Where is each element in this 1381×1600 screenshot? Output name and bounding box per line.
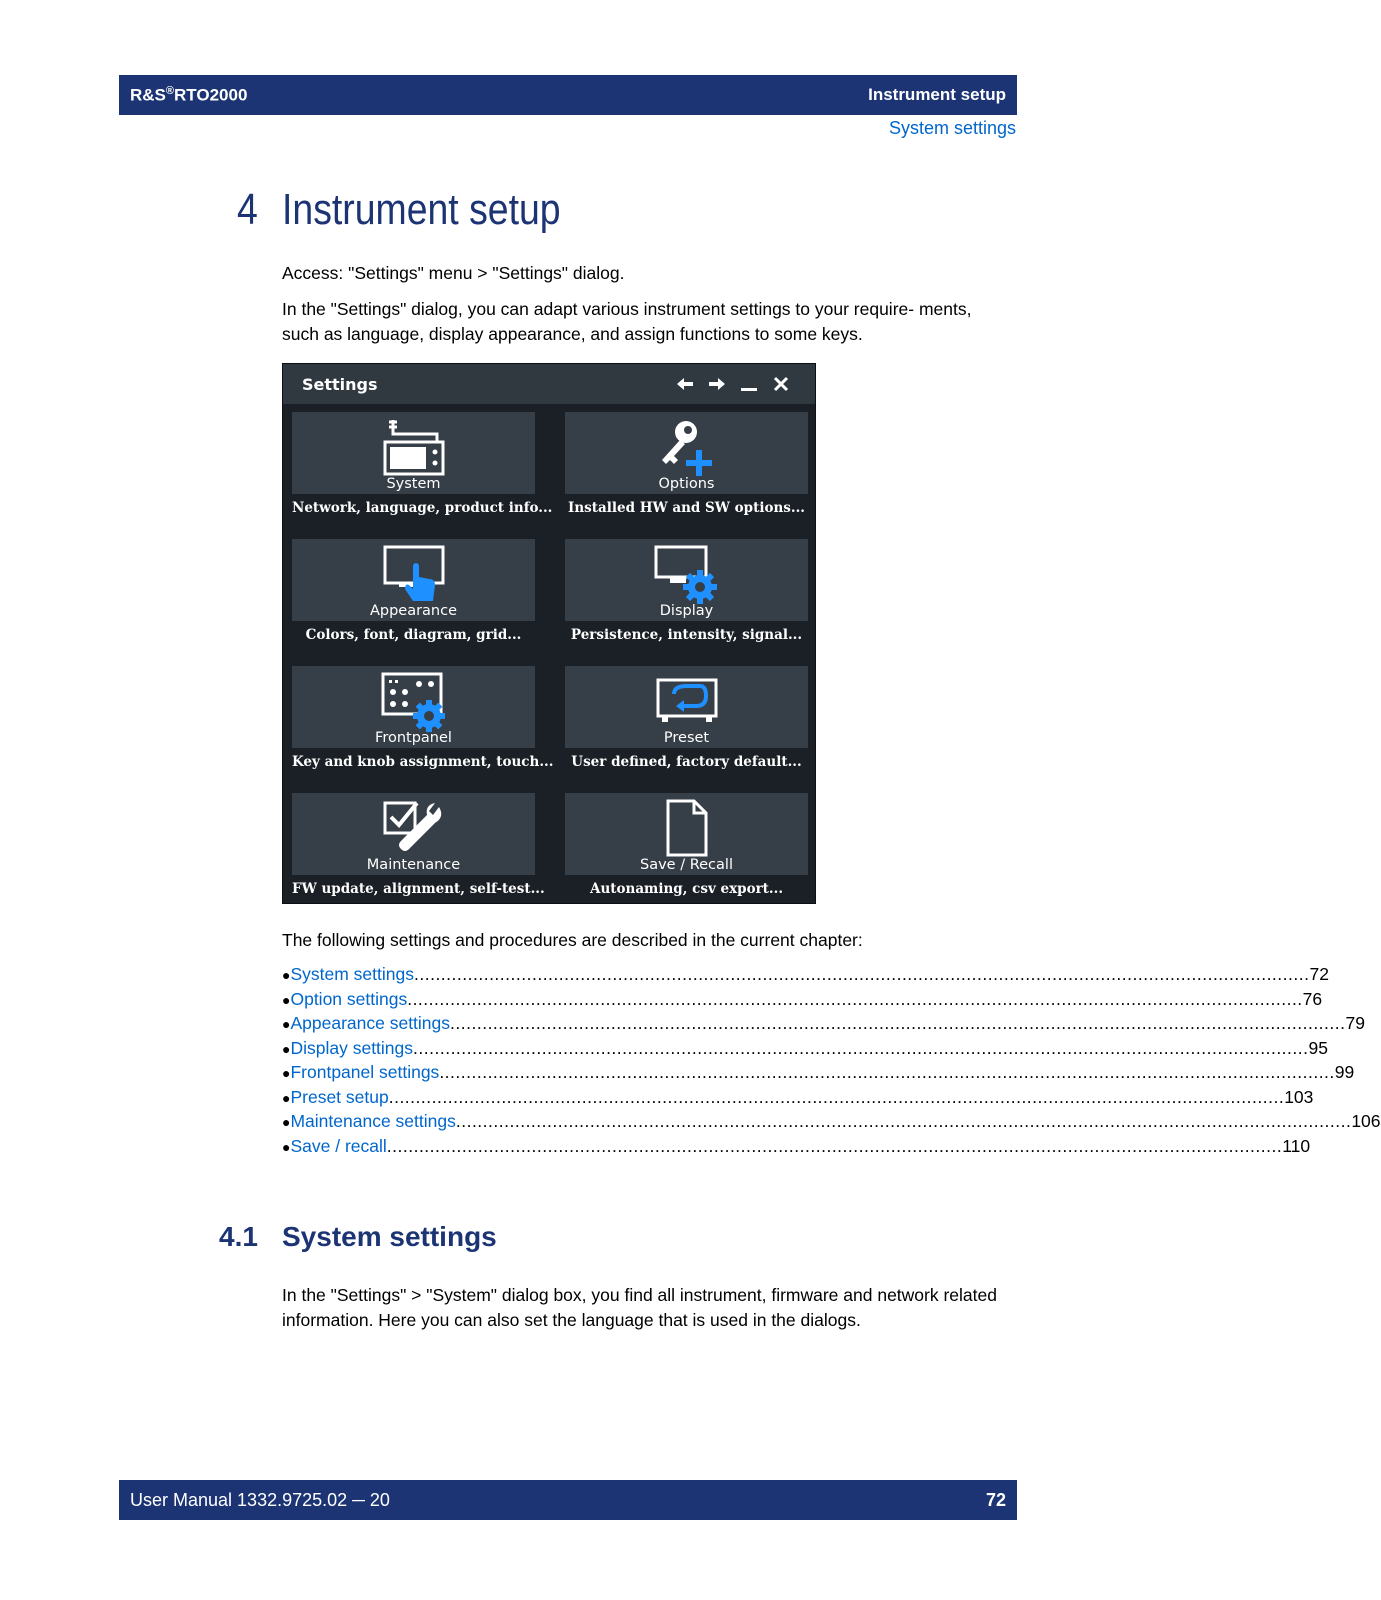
leader-dots: ....................................................................................................................................................................... — [413, 1037, 1309, 1058]
monitor-touch-icon — [379, 543, 449, 610]
tile-save-recall[interactable] — [565, 793, 808, 875]
tile-description: Autonaming, csv export... — [589, 881, 784, 897]
frontpanel-gear-icon — [379, 670, 449, 737]
list-item — [282, 1135, 1311, 1161]
toc-link[interactable]: Frontpanel settings — [290, 1062, 440, 1082]
tile-label: System — [386, 476, 441, 492]
toc-page: 110 — [1282, 1135, 1311, 1156]
list-item — [282, 1037, 1328, 1063]
toc-page: 79 — [1345, 1013, 1365, 1033]
tile-maintenance[interactable] — [292, 793, 535, 875]
tile-description: Key and knob assignment, touch... — [292, 754, 554, 770]
tile-appearance[interactable] — [292, 539, 535, 621]
list-item — [282, 1086, 1314, 1112]
bullet-icon: ● — [282, 967, 291, 983]
list-item — [282, 964, 1329, 989]
leader-dots: ....................................................................................................................................................................... — [414, 964, 1310, 984]
tile-system[interactable] — [292, 412, 535, 494]
toc-link[interactable]: Appearance settings — [290, 1013, 451, 1033]
section-paragraph: In the "Settings" > "System" dialog box, you find all instrument, firmware and network related information. Here you can also set the language that is used in the dialogs. — [282, 1285, 997, 1330]
section-number: 4.1 — [219, 1221, 258, 1252]
bullet-icon: ● — [282, 1089, 291, 1106]
tile-label: Options — [658, 476, 715, 492]
chapter-title: Instrument setup — [282, 185, 561, 234]
toc-link[interactable]: Display settings — [290, 1037, 414, 1058]
minimize-icon[interactable] — [739, 375, 759, 393]
toc-page: 95 — [1308, 1037, 1328, 1058]
tile-label: Appearance — [369, 603, 458, 619]
bullet-icon: ● — [282, 1065, 291, 1081]
leader-dots: ....................................................................................................................................................................... — [388, 1086, 1285, 1107]
forward-arrow-icon[interactable] — [707, 375, 727, 393]
tile-label: Preset — [663, 730, 710, 746]
list-item — [282, 1013, 1365, 1038]
manual-number: User Manual 1332.9725.02 ─ 20 — [130, 1489, 390, 1510]
toc-link[interactable]: Save / recall — [290, 1135, 387, 1156]
tile-display[interactable] — [565, 539, 808, 621]
toc-intro: The following settings and procedures are described in the current chapter: — [282, 930, 863, 950]
bullet-icon: ● — [282, 1114, 291, 1130]
intro-paragraph: In the "Settings" dialog, you can adapt various instrument settings to your require- ments, such as language, display appearance, and assign functions to some keys. — [282, 299, 972, 344]
page-footer — [119, 1480, 1017, 1520]
tile-description: Colors, font, diagram, grid... — [305, 627, 522, 643]
toc-page: 103 — [1284, 1086, 1314, 1107]
bullet-icon: ● — [282, 1040, 291, 1057]
document-icon — [652, 797, 722, 864]
list-item — [282, 1062, 1355, 1087]
dialog-title-bar — [283, 364, 815, 404]
header-chapter: Instrument setup — [868, 85, 1006, 104]
tile-options[interactable] — [565, 412, 808, 494]
leader-dots: ....................................................................................................................................................................... — [386, 1135, 1283, 1156]
bullet-icon: ● — [282, 991, 291, 1008]
toc-link[interactable]: System settings — [290, 964, 414, 984]
header-section: System settings — [888, 118, 1016, 138]
tile-preset[interactable] — [565, 666, 808, 748]
tile-description: Installed HW and SW options... — [568, 500, 805, 516]
leader-dots: ....................................................................................................................................................................... — [455, 1111, 1352, 1131]
dialog-title: Settings — [302, 374, 378, 394]
toc-link[interactable]: Maintenance settings — [290, 1111, 456, 1131]
list-item — [282, 988, 1323, 1014]
chapter-number: 4 — [237, 185, 258, 234]
tile-description: FW update, alignment, self-test... — [292, 881, 545, 897]
leader-dots: ....................................................................................................................................................................... — [407, 988, 1303, 1009]
tile-description: User defined, factory default... — [571, 754, 802, 770]
page-number: 72 — [985, 1489, 1006, 1510]
system-icon — [379, 416, 449, 483]
toc-page: 72 — [1309, 964, 1329, 984]
tile-label: Maintenance — [366, 857, 461, 873]
toc-page: 106 — [1351, 1111, 1381, 1131]
close-icon[interactable] — [771, 375, 791, 393]
wrench-check-icon — [379, 797, 449, 864]
page-header — [119, 75, 1017, 115]
access-paragraph: Access: "Settings" menu > "Settings" dialog. — [282, 263, 625, 283]
section-title: System settings — [282, 1221, 497, 1252]
chapter-toc — [282, 964, 1381, 1160]
preset-icon — [652, 670, 722, 737]
toc-link[interactable]: Option settings — [290, 988, 408, 1009]
tile-description: Network, language, product info... — [292, 500, 553, 516]
tile-label: Save / Recall — [640, 857, 733, 873]
tile-description: Persistence, intensity, signal... — [570, 627, 803, 643]
list-item — [282, 1111, 1381, 1136]
key-plus-icon — [652, 416, 722, 483]
monitor-gear-icon — [652, 543, 722, 610]
leader-dots: ....................................................................................................................................................................... — [439, 1062, 1335, 1082]
settings-dialog — [282, 363, 816, 904]
toc-page: 76 — [1302, 988, 1323, 1009]
toc-page: 99 — [1334, 1062, 1355, 1082]
product-name: R&S®RTO2000 — [130, 84, 248, 105]
bullet-icon: ● — [282, 1138, 291, 1155]
tile-frontpanel[interactable] — [292, 666, 535, 748]
tile-label: Frontpanel — [375, 730, 452, 746]
tile-label: Display — [659, 603, 714, 619]
leader-dots: ....................................................................................................................................................................... — [450, 1013, 1346, 1033]
toc-link[interactable]: Preset setup — [290, 1086, 389, 1107]
back-arrow-icon[interactable] — [675, 375, 695, 393]
bullet-icon: ● — [282, 1016, 291, 1032]
